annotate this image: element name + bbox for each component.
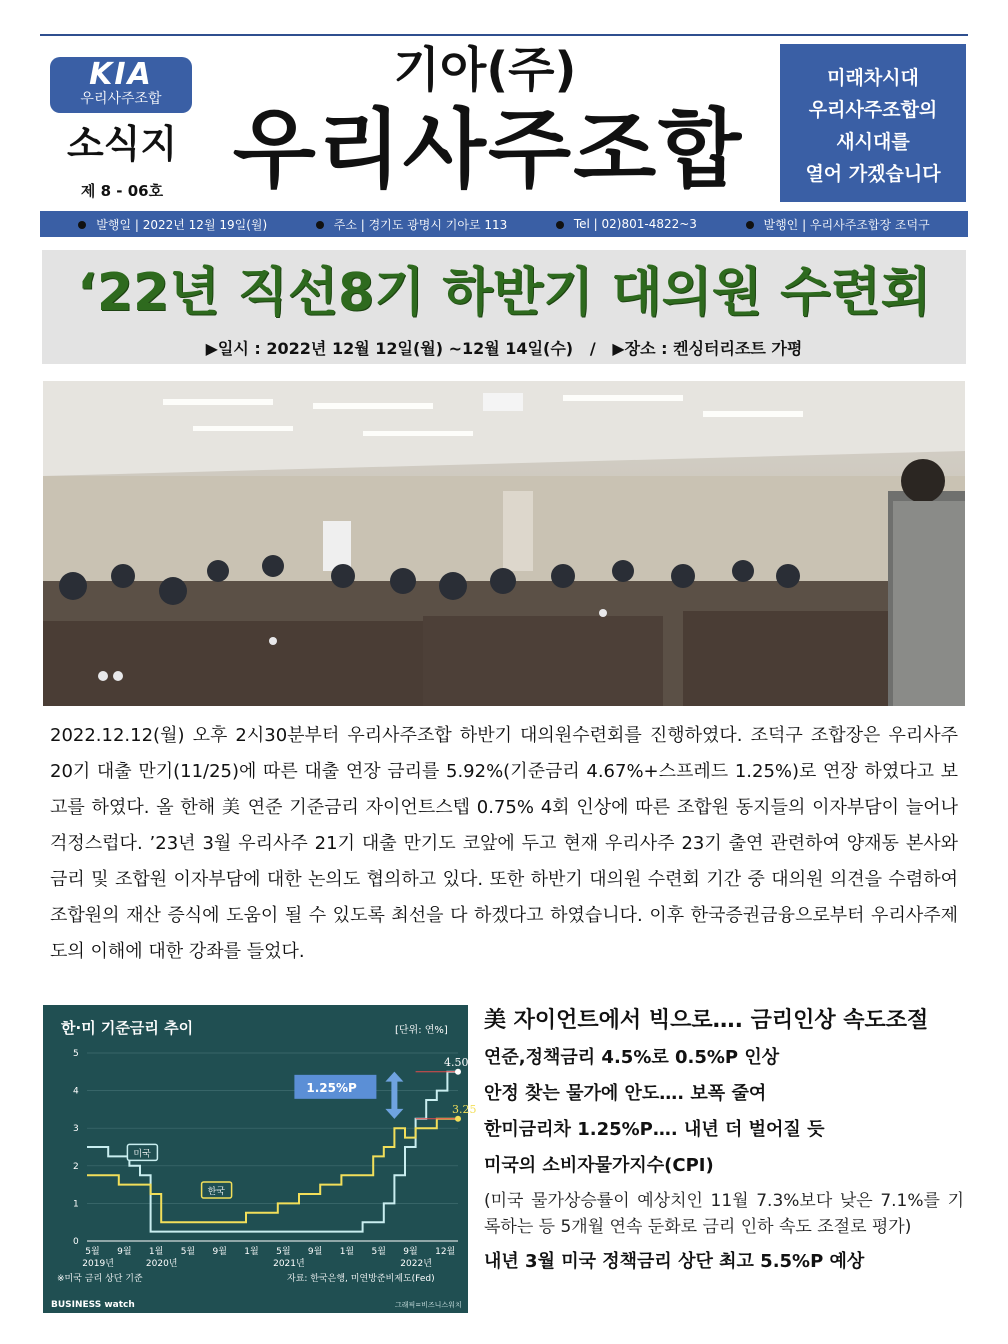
info-publisher: [746, 216, 930, 233]
issue-number: 제 8 - 06호: [80, 182, 164, 200]
x-tick-label: 5월: [85, 1247, 100, 1257]
info-address: [316, 216, 508, 233]
us-end-point: [455, 1069, 461, 1075]
newsletter-label: 소식지: [66, 122, 178, 166]
kr-end-point: [455, 1116, 461, 1122]
gap-arrow-down: [385, 1109, 403, 1119]
series-lines: [87, 1072, 458, 1232]
x-tick-label: 9월: [212, 1247, 227, 1257]
headline-schedule: ▶일시 : 2022년 12월 12일(월) ~12월 14일(수) / ▶장소 : 켄싱터리조트 가평: [205, 339, 803, 358]
gap-label: 1.25%P: [306, 1080, 357, 1095]
kr-end-label: 3.25: [452, 1102, 477, 1116]
side-item: 안정 찾는 물가에 안도…. 보폭 줄여: [484, 1083, 767, 1104]
info-address-text: 주소 | 경기도 광명시 기아로 113: [333, 217, 508, 232]
x-tick-label: 9월: [403, 1247, 418, 1257]
x-axis: [82, 1241, 458, 1269]
info-tel-text: Tel | 02)801-4822~3: [573, 217, 697, 231]
x-tick-label: 12월: [435, 1247, 456, 1257]
info-tel: [556, 217, 697, 231]
legend-kr-label: 한국: [207, 1187, 225, 1197]
y-tick-label: 4: [73, 1086, 79, 1097]
y-tick-label: 5: [73, 1049, 79, 1059]
chart-footnote: ※미국 금리 상단 기준: [57, 1274, 143, 1284]
slogan-line: 열어 가겠습니다: [805, 163, 941, 185]
top-rule: [40, 34, 968, 36]
bullet-icon: [78, 221, 86, 229]
logo-wordmark: KIA: [89, 57, 153, 92]
series-line-kr: [87, 1119, 458, 1222]
x-tick-label: 5월: [180, 1247, 196, 1257]
slogan-line: 미래차시대: [827, 67, 919, 89]
x-tick-label: 1월: [148, 1247, 164, 1257]
chart-unit: [단위: 연%]: [395, 1025, 448, 1036]
legend-us-label: 미국: [133, 1149, 151, 1160]
y-tick-label: 0: [73, 1237, 79, 1247]
chart-title: 한·미 기준금리 추이: [61, 1019, 194, 1037]
interest-rate-chart: [43, 1005, 477, 1313]
side-item-last: 내년 3월 미국 정책금리 상단 최고 5.5%P 예상: [484, 1251, 865, 1272]
side-item: 연준,정책금리 4.5%로 0.5%P 인상: [484, 1047, 780, 1068]
info-bar: [40, 211, 968, 237]
chart-credit: 그래픽=비즈니스워치: [395, 1301, 462, 1309]
bullet-icon: [316, 221, 324, 229]
bullet-icon: [556, 221, 564, 229]
chart-svg: [43, 1005, 477, 1313]
photo-illustration: [43, 381, 965, 706]
headline-box: [42, 250, 966, 364]
side-title: 美 자이언트에서 빅으로…. 금리인상 속도조절: [484, 1008, 929, 1033]
masthead-title: 우리사주조합: [232, 100, 744, 200]
slogan-line: 새시대를: [836, 131, 910, 153]
x-tick-label: 5월: [276, 1247, 291, 1257]
y-tick-label: 3: [73, 1124, 79, 1135]
event-photo: [43, 381, 965, 706]
x-tick-label: 9월: [307, 1247, 323, 1257]
slogan-box: [780, 44, 966, 202]
side-note: (미국 물가상승률이 예상치인 11월 7.3%보다 낮은 7.1%를 기록하는 등 5개월 연속 둔화로 금리 인하 속도 조절로 평가): [484, 1191, 964, 1237]
kia-logo: [50, 57, 192, 113]
x-year-label: 2022년: [400, 1259, 432, 1269]
chart-source: 자료: 한국은행, 미연방준비제도(Fed): [287, 1274, 435, 1284]
x-year-label: 2020년: [145, 1259, 178, 1269]
info-publisher-text: 발행인 | 우리사주조합장 조덕구: [763, 217, 930, 232]
y-tick-label: 2: [73, 1161, 79, 1172]
x-year-label: 2019년: [82, 1259, 114, 1269]
chart-annotations: [294, 1056, 476, 1122]
headline-title: ‘22년 직선8기 하반기 대의원 수련회: [77, 263, 931, 323]
x-tick-label: 1월: [339, 1247, 355, 1257]
x-tick-label: 5월: [371, 1247, 386, 1257]
bullet-icon: [746, 221, 754, 229]
side-item: 한미금리차 1.25%P…. 내년 더 벌어질 듯: [484, 1119, 825, 1140]
x-year-label: 2021년: [273, 1259, 305, 1269]
gap-arrow-up: [385, 1072, 403, 1082]
x-tick-label: 9월: [117, 1247, 132, 1257]
info-date-text: 발행일 | 2022년 12월 19일(월): [96, 217, 268, 232]
rate-news-panel: [484, 1002, 964, 1280]
logo-subtitle: 우리사주조합: [80, 91, 162, 107]
us-end-label: 4.50: [444, 1055, 469, 1069]
article-body: 2022.12.12(월) 오후 2시30분부터 우리사주조합 하반기 대의원수련회를 진행하였다. 조덕구 조합장은 우리사주 20기 대출 만기(11/25)에 따른 대출 연장 금리를 5.92%(기준금리 4.67%+스프레드 1.25%)로 연장 하였다고 보고를 하였다. 올 한해 美 연준 기준금리 자이언트스텝 0.75% 4회 인상에 따른 조합원 동지들의 이자부담이 늘어나 걱정스럽다. ’23년 3월 우리사주 21기 대출 만기도 코앞에 두고 현재 우리사주 23기 출연 관련하여 양재동 본사와 금리 및 조합원 이자부담에 대한 논의도 협의하고 있다. 또한 하반기 대의원 수련회 기간 중 대의원 의견을 수렴하여 조합원의 재산 증식에 도움이 될 수 있도록 최선을 다 하겠다고 하였습니다. 이후 한국증권금융으로부터 우리사주제도의 이해에 대한 강좌를 들었다.: [50, 725, 958, 962]
legend-kr: [202, 1182, 232, 1198]
chart-brand: BUSINESS watch: [51, 1300, 135, 1310]
x-tick-label: 1월: [244, 1247, 259, 1257]
slogan-line: 우리사주조합의: [808, 99, 938, 121]
info-date: [78, 216, 267, 233]
legend-us: [127, 1144, 157, 1160]
masthead-company: 기아(주): [393, 42, 577, 98]
side-item: 미국의 소비자물가지수(CPI): [484, 1155, 714, 1176]
y-tick-label: 1: [73, 1199, 79, 1210]
